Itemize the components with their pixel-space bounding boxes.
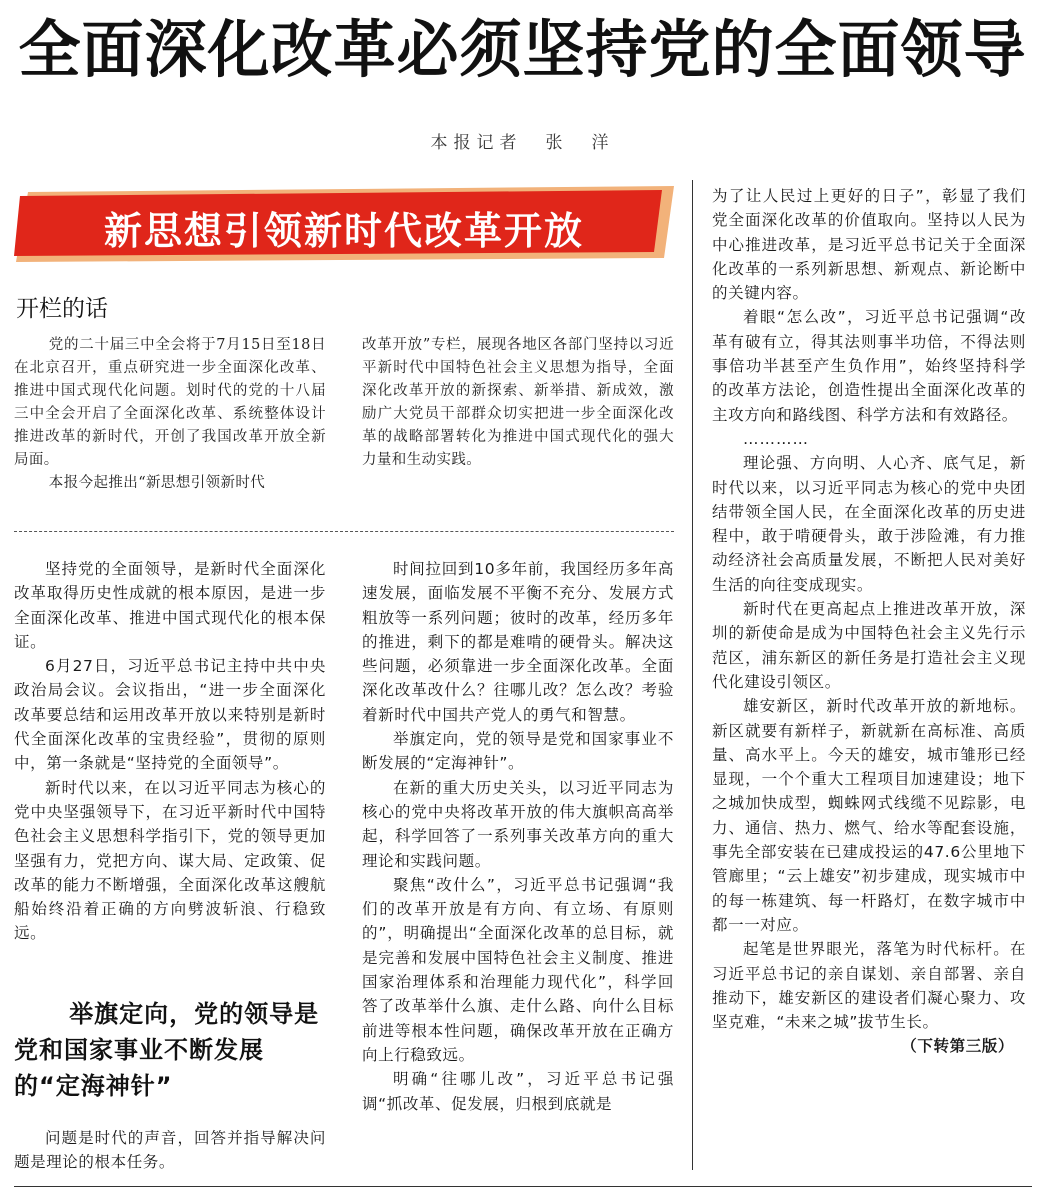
article-paragraph: 明确“往哪儿改”，习近平总书记强调“抓改革、促发展，归根到底就是 [362, 1070, 674, 1113]
intro-paragraph: 改革开放”专栏，展现各地区各部门坚持以习近平新时代中国特色社会主义思想为指导，全面深化改革开放的新探索、新举措、新成效，激励广大党员干部群众切实把进一步全面深化改革的战略部署转化为推进中国式现代化的强大力量和生动实践。 [362, 337, 674, 468]
column-divider [692, 180, 693, 1170]
article-paragraph: 为了让人民过上更好的日子”，彰显了我们党全面深化改革的价值取向。坚持以人民为中心推进改革，是习近平总书记关于全面深化改革的一系列新思想、新观点、新论断中的关键内容。 [712, 187, 1026, 303]
subheading-text: 举旗定向，党的领导是党和国家事业不断发展的“定海神针” [14, 1000, 320, 1100]
article-column-1 [14, 557, 326, 946]
article-paragraph: 新时代以来，在以习近平同志为核心的党中央坚强领导下，在习近平新时代中国特色社会主义思想科学指引下，党的领导更加坚强有力，党把方向、谋大局、定政策、促改革的能力不断增强，全面深化改革这艘航船始终沿着正确的方向劈波斩浪、行稳致远。 [14, 778, 326, 943]
article-paragraph: 6月27日，习近平总书记主持中共中央政治局会议。会议指出，“进一步全面深化改革要总结和运用改革开放以来特别是新时代全面深化改革的宝贵经验”，贯彻的原则中，第一条就是“坚持党的全面领导”。 [14, 657, 326, 773]
bottom-rule [14, 1186, 1032, 1187]
banner-title: 新思想引领新时代改革开放 [103, 209, 584, 253]
intro-paragraph: 本报今起推出“新思想引领新时代 [48, 475, 266, 491]
article-paragraph: 聚焦“改什么”，习近平总书记强调“我们的改革开放是有方向、有立场、有原则的”，明确提出“全面深化改革的总目标，就是完善和发展中国特色社会主义制度、推进国家治理体系和治理能力现代化”，科学回答了改革举什么旗、走什么路、向什么目标前进等根本性问题，确保改革开放在正确方向上行稳致远。 [362, 875, 674, 1064]
dashed-divider [14, 531, 674, 532]
continued-note: （下转第三版） [901, 1037, 1014, 1056]
intro-column-right [362, 334, 674, 472]
article-paragraph: 坚持党的全面领导，是新时代全面深化改革取得历史性成就的根本原因，是进一步全面深化改革、推进中国式现代化的根本保证。 [14, 560, 326, 651]
byline: 本报记者 张 洋 [430, 133, 615, 153]
article-column-1-bottom [14, 1126, 326, 1175]
article-paragraph: 举旗定向，党的领导是党和国家事业不断发展的“定海神针”。 [362, 730, 674, 773]
article-paragraph: 新时代在更高起点上推进改革开放，深圳的新使命是成为中国特色社会主义先行示范区，浦东新区的新任务是打造社会主义现代化建设引领区。 [712, 600, 1026, 691]
article-paragraph: 问题是时代的声音，回答并指导解决问题是理论的根本任务。 [14, 1129, 326, 1172]
article-column-3 [712, 184, 1026, 1059]
intro-column-left [14, 334, 326, 495]
article-paragraph: 着眼“怎么改”，习近平总书记强调“改革有破有立，得其法则事半功倍，不得法则事倍功半甚至产生负作用”，始终坚持科学的改革方法论，创造性提出全面深化改革的主攻方向和路线图、科学方法和有效路径。 [712, 308, 1026, 424]
intro-paragraph: 党的二十届三中全会将于7月15日至18日在北京召开，重点研究进一步全面深化改革、推进中国式现代化问题。划时代的党的十八届三中全会开启了全面深化改革、系统整体设计推进改革的新时代，开创了我国改革开放全新局面。 [14, 337, 326, 468]
article-paragraph: 在新的重大历史关头，以习近平同志为核心的党中央将改革开放的伟大旗帜高高举起，科学回答了一系列事关改革方向的重大理论和实践问题。 [362, 778, 674, 870]
article-paragraph: 雄安新区，新时代改革开放的新地标。新区就要有新样子，新就新在高标准、高质量、高水平上。今天的雄安，城市雏形已经显现，一个个重大工程项目加速建设；地下之城加快成型，蜘蛛网式线缆不见踪影，电力、通信、热力、燃气、给水等配套设施，事先全部安装在已建成投运的47.6公里地下管廊里；“云上雄安”初步建成，现实城市中的每一栋建筑、每一杆路灯，在数字城市中都一一对应。 [712, 697, 1026, 934]
article-paragraph: 起笔是世界眼光，落笔为时代标杆。在习近平总书记的亲自谋划、亲自部署、亲自推动下，雄安新区的建设者们凝心聚力、攻坚克难，“未来之城”拔节生长。 [712, 940, 1026, 1032]
intro-heading: 开栏的话 [16, 296, 108, 322]
page-headline: 全面深化改革必须坚持党的全面领导 [18, 13, 1027, 86]
ellipsis-separator: ………… [743, 429, 809, 448]
column-banner [14, 186, 674, 262]
article-paragraph: 时间拉回到10多年前，我国经历多年高速发展，面临发展不平衡不充分、发展方式粗放等一系列问题；彼时的改革，经历多年的推进，剩下的都是难啃的硬骨头。解决这些问题，必须靠进一步全面深化改革。全面深化改革改什么？往哪儿改？怎么改？考验着新时代中国共产党人的勇气和智慧。 [362, 560, 674, 724]
article-paragraph: 理论强、方向明、人心齐、底气足，新时代以来，以习近平同志为核心的党中央团结带领全国人民，在全面深化改革的历史进程中，敢于啃硬骨头，敢于涉险滩，有力推动经济社会高质量发展，不断把人民对美好生活的向往变成现实。 [712, 454, 1026, 594]
section-subheading [14, 996, 326, 1104]
article-column-2 [362, 557, 674, 1116]
